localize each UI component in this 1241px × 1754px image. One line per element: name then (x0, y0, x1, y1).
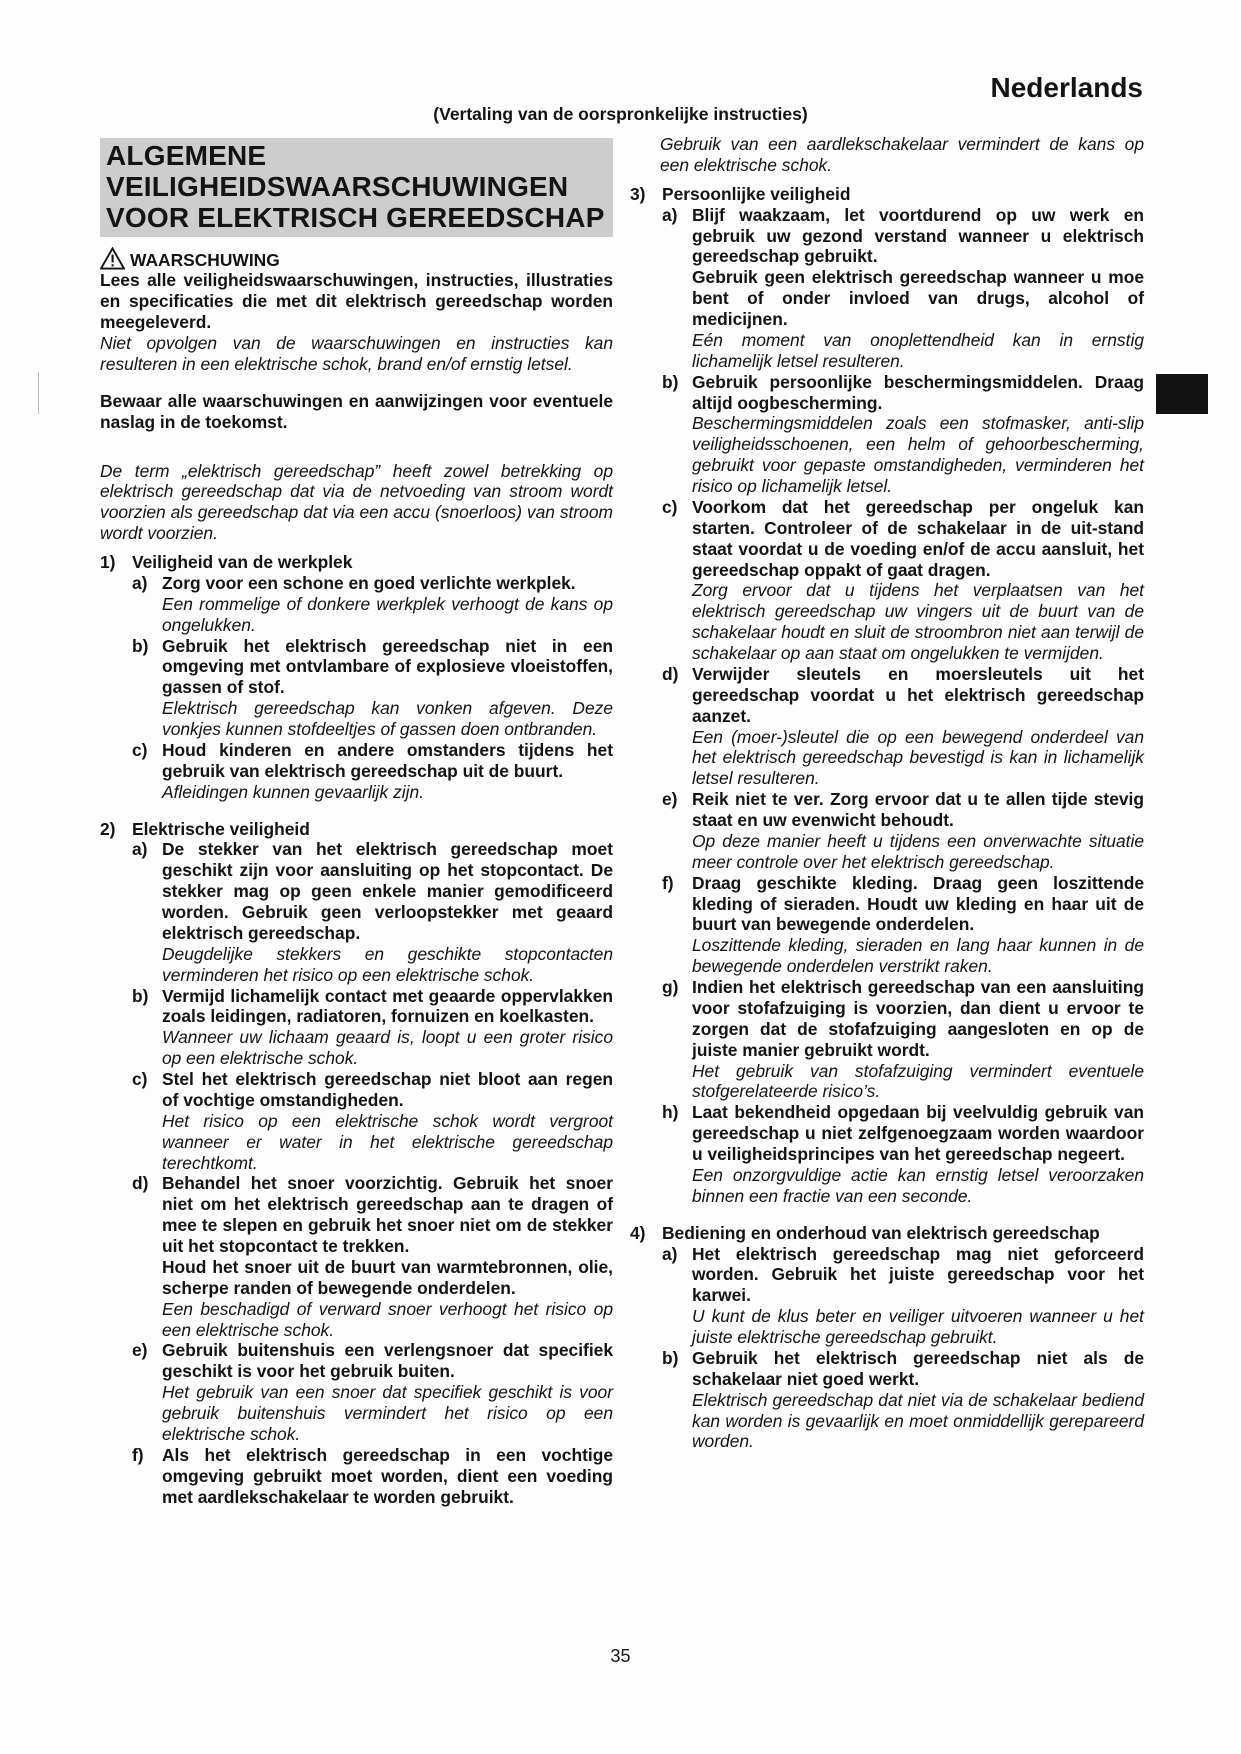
item-explanation: Het risico op een elektrische schok wordt vergroot wanneer er water in het elektrische gereedschap terechtkomt. (162, 1110, 613, 1173)
item-letter: e) (132, 1340, 148, 1361)
list-item (132, 839, 613, 985)
item-instruction: Vermijd lichamelijk contact met geaarde oppervlakken zoals leidingen, radiatoren, fornuizen en koelkasten. (162, 985, 613, 1027)
list-item (132, 636, 613, 740)
title-line: VOOR ELEKTRISCH GEREEDSCHAP (106, 201, 605, 233)
list-item (132, 1445, 613, 1508)
list-item (662, 977, 1144, 1102)
warning-heading (100, 247, 613, 270)
item-explanation: Een rommelige of donkere werkplek verhoogt de kans op ongelukken. (162, 593, 613, 635)
item-letter: b) (662, 1347, 679, 1368)
section-items (662, 1244, 1144, 1453)
page-number: 35 (610, 1646, 631, 1666)
section-title-text: Persoonlijke veiligheid (662, 183, 851, 204)
item-instruction: Voorkom dat het gereedschap per ongeluk kan starten. Controleer of de schakelaar in de uit-stand staat voordat u de voeding en/of de accu aansluit, het gereedschap oppakt of gaat dragen. (692, 496, 1144, 580)
language-tab-marker (1156, 374, 1208, 414)
list-item (662, 873, 1144, 977)
section-number: 1) (100, 552, 116, 573)
item-explanation: Een onzorgvuldige actie kan ernstig letsel veroorzaken binnen een fractie van een seconde. (692, 1164, 1144, 1206)
item-instruction-extra: Houd het snoer uit de buurt van warmtebronnen, olie, scherpe randen of bewegende onderdelen. (162, 1256, 613, 1298)
list-item (132, 573, 613, 636)
item-instruction: De stekker van het elektrisch gereedschap moet geschikt zijn voor aansluiting op het stopcontact. De stekker mag op geen enkele manier gemodificeerd worden. Gebruik geen verloopstekker met geaard elektrisch gereedschap. (162, 839, 613, 943)
list-item (662, 205, 1144, 372)
list-item (662, 1102, 1144, 1206)
right-column (630, 134, 1144, 1452)
item-explanation: Afleidingen kunnen gevaarlijk zijn. (162, 781, 424, 802)
item-letter: c) (132, 739, 148, 760)
item-instruction: Gebruik het elektrisch gereedschap niet als de schakelaar niet goed werkt. (692, 1347, 1144, 1389)
section-heading (630, 1223, 1144, 1244)
item-letter: a) (132, 839, 148, 860)
item-instruction: Stel het elektrisch gereedschap niet bloot aan regen of vochtige omstandigheden. (162, 1069, 613, 1110)
item-letter: c) (132, 1069, 148, 1090)
list-item (662, 1348, 1144, 1452)
list-item (662, 1244, 1144, 1348)
section-items (662, 205, 1144, 1207)
title-line: ALGEMENE (106, 140, 267, 171)
item-explanation: Beschermingsmiddelen zoals een stofmasker, anti-slip veiligheidsschoenen, een helm of gehoorbescherming, gebruikt voor gepaste omstandigheden, verminderen het risico op lichamelijk letsel. (692, 413, 1144, 496)
item-explanation: Een (moer-)sleutel die op een bewegend onderdeel van het elektrisch gereedschap bevestigd is kan in lichamelijk letsel resulteren. (692, 726, 1144, 789)
section-number: 2) (100, 818, 116, 839)
language-heading: Nederlands (990, 72, 1143, 103)
section-number: 3) (630, 183, 646, 204)
item-instruction: Gebruik het elektrisch gereedschap niet in een omgeving met ontvlambare of explosieve vloeistoffen, gassen of stof. (162, 635, 613, 698)
section-items (132, 573, 613, 803)
item-instruction-extra: Gebruik geen elektrisch gereedschap wanneer u moe bent of onder invloed van drugs, alcohol of medicijnen. (692, 267, 1144, 329)
warning-consequence: Niet opvolgen van de waarschuwingen en instructies kan resulteren in een elektrische schok, brand en/of ernstig letsel. (100, 333, 613, 374)
item-letter: g) (662, 977, 679, 997)
section-title-text: Veiligheid van de werkplek (132, 552, 353, 573)
item-explanation: Het gebruik van een snoer dat specifiek geschikt is voor gebruik buitenshuis vermindert het risico op een elektrische schok. (162, 1382, 613, 1444)
item-instruction: Blijf waakzaam, let voortdurend op uw werk en gebruik uw gezond verstand wanneer u elektrisch gereedschap gebruikt. (692, 204, 1144, 267)
item-letter: f) (132, 1444, 144, 1465)
list-item (132, 740, 613, 803)
item-instruction: Draag geschikte kleding. Draag geen loszittende kleding of sieraden. Houdt uw kleding en haar uit de buurt van bewegende onderdelen. (692, 872, 1144, 935)
item-instruction: Reik niet te ver. Zorg ervoor dat u te allen tijde stevig staat en uw evenwicht behoudt. (692, 789, 1144, 830)
item-instruction: Gebruik buitenshuis een verlengsnoer dat specifiek geschikt is voor het gebruik buiten. (162, 1340, 613, 1382)
item-letter: f) (662, 872, 674, 893)
item-explanation: Deugdelijke stekkers en geschikte stopcontacten verminderen het risico op een elektrische schok. (162, 943, 613, 985)
term-definition: De term „elektrisch gereedschap” heeft zowel betrekking op elektrisch gereedschap dat via de netvoeding van stroom wordt voorzien als gereedschap dat via een accu (snoerloos) van stroom wordt voorzien. (100, 460, 613, 544)
item-explanation: Gebruik van een aardlekschakelaar vermindert de kans op een elektrische schok. (660, 134, 1144, 175)
item-explanation: Eén moment van onoplettendheid kan in ernstig lichamelijk letsel resulteren. (692, 329, 1144, 371)
item-explanation: Elektrisch gereedschap kan vonken afgeven. Deze vonkjes kunnen stofdeeltjes of gassen doen ontbranden. (162, 698, 613, 740)
item-letter: c) (662, 496, 678, 517)
section-items (132, 839, 613, 1507)
section-heading (100, 552, 613, 573)
list-item (662, 372, 1144, 497)
item-explanation: Het gebruik van stofafzuiging vermindert eventuele stofgerelateerde risico’s. (692, 1060, 1144, 1102)
item-letter: a) (662, 1243, 678, 1264)
warning-triangle-icon (100, 247, 125, 270)
item-instruction: Gebruik persoonlijke beschermingsmiddelen. Draag altijd oogbescherming. (692, 371, 1144, 413)
list-item (132, 1173, 613, 1340)
item-instruction: Behandel het snoer voorzichtig. Gebruik het snoer niet om het elektrisch gereedschap aan te dragen of mee te slepen en gebruik het snoer niet om de stekker uit het stopcontact te trekken. (162, 1173, 613, 1257)
item-instruction: Als het elektrisch gereedschap in een vochtige omgeving gebruikt moet worden, dient een voeding met aardlekschakelaar te worden gebruikt. (162, 1444, 613, 1507)
section-title-text: Elektrische veiligheid (132, 818, 310, 839)
item-explanation: Wanneer uw lichaam geaard is, loopt u een groter risico op een elektrische schok. (162, 1027, 613, 1069)
section-heading (100, 819, 613, 840)
section-heading (630, 184, 1144, 205)
item-instruction: Het elektrisch gereedschap mag niet geforceerd worden. Gebruik het juiste gereedschap voor het karwei. (692, 1243, 1144, 1306)
list-item (132, 986, 613, 1070)
item-instruction: Houd kinderen en andere omstanders tijdens het gebruik van elektrisch gereedschap uit de buurt. (162, 739, 613, 781)
item-letter: b) (662, 371, 679, 392)
left-column (100, 138, 613, 1507)
list-item (132, 1340, 613, 1444)
list-item (662, 789, 1144, 873)
margin-mark (38, 372, 39, 414)
item-letter: a) (662, 204, 678, 225)
item-letter: b) (132, 985, 149, 1006)
item-explanation: Loszittende kleding, sieraden en lang haar kunnen in de bewegende onderdelen verstrikt raken. (692, 935, 1144, 977)
item-explanation: Zorg ervoor dat u tijdens het verplaatsen van het elektrisch gereedschap uw vingers uit de buurt van de schakelaar houdt en sluit de stroombron niet aan terwijl de schakelaar op aan staat om ongelukken te vermijden. (692, 580, 1144, 663)
item-letter: h) (662, 1102, 679, 1123)
item-letter: b) (132, 635, 149, 656)
list-item (662, 497, 1144, 664)
title-line: VEILIGHEIDSWAARSCHUWINGEN (106, 170, 569, 202)
item-explanation: U kunt de klus beter en veiliger uitvoeren wanneer u het juiste elektrische gereedschap gebruikt. (692, 1306, 1144, 1347)
item-letter: e) (662, 789, 678, 810)
warning-label: WAARSCHUWING (130, 249, 280, 270)
item-letter: a) (132, 572, 148, 593)
item-letter: d) (662, 663, 679, 684)
list-item (662, 664, 1144, 789)
list-item (132, 1069, 613, 1173)
translation-note: (Vertaling van de oorspronkelijke instructies) (433, 104, 808, 124)
item-explanation: Een beschadigd of verward snoer verhoogt het risico op een elektrische schok. (162, 1298, 613, 1340)
section-title-text: Bediening en onderhoud van elektrisch gereedschap (662, 1222, 1100, 1243)
section-title (100, 138, 613, 237)
item-explanation: Elektrisch gereedschap dat niet via de schakelaar bediend kan worden is gevaarlijk en moet onmiddellijk gerepareerd worden. (692, 1389, 1144, 1452)
item-instruction: Zorg voor een schone en goed verlichte werkplek. (162, 572, 576, 593)
item-explanation: Op deze manier heeft u tijdens een onverwachte situatie meer controle over het elektrisch gereedschap. (692, 830, 1144, 872)
item-instruction: Indien het elektrisch gereedschap van een aansluiting voor stofafzuiging is voorzien, dan dient u ervoor te zorgen dat de stofafzuiging aangesloten en op de juiste manier gebruikt wordt. (692, 977, 1144, 1060)
item-instruction: Verwijder sleutels en moersleutels uit het gereedschap voordat u het elektrisch gereedschap aanzet. (692, 663, 1144, 726)
item-instruction: Laat bekendheid opgedaan bij veelvuldig gebruik van gereedschap u niet zelfgenoegzaam worden waardoor u veiligheidsprincipes van het gereedschap negeert. (692, 1102, 1144, 1164)
item-letter: d) (132, 1173, 149, 1194)
keep-instructions: Bewaar alle waarschuwingen en aanwijzingen voor eventuele naslag in de toekomst. (100, 390, 613, 432)
warning-text: Lees alle veiligheidswaarschuwingen, instructies, illustraties en specificaties die met dit elektrisch gereedschap worden meegeleverd. (100, 270, 613, 333)
section-number: 4) (630, 1222, 646, 1243)
